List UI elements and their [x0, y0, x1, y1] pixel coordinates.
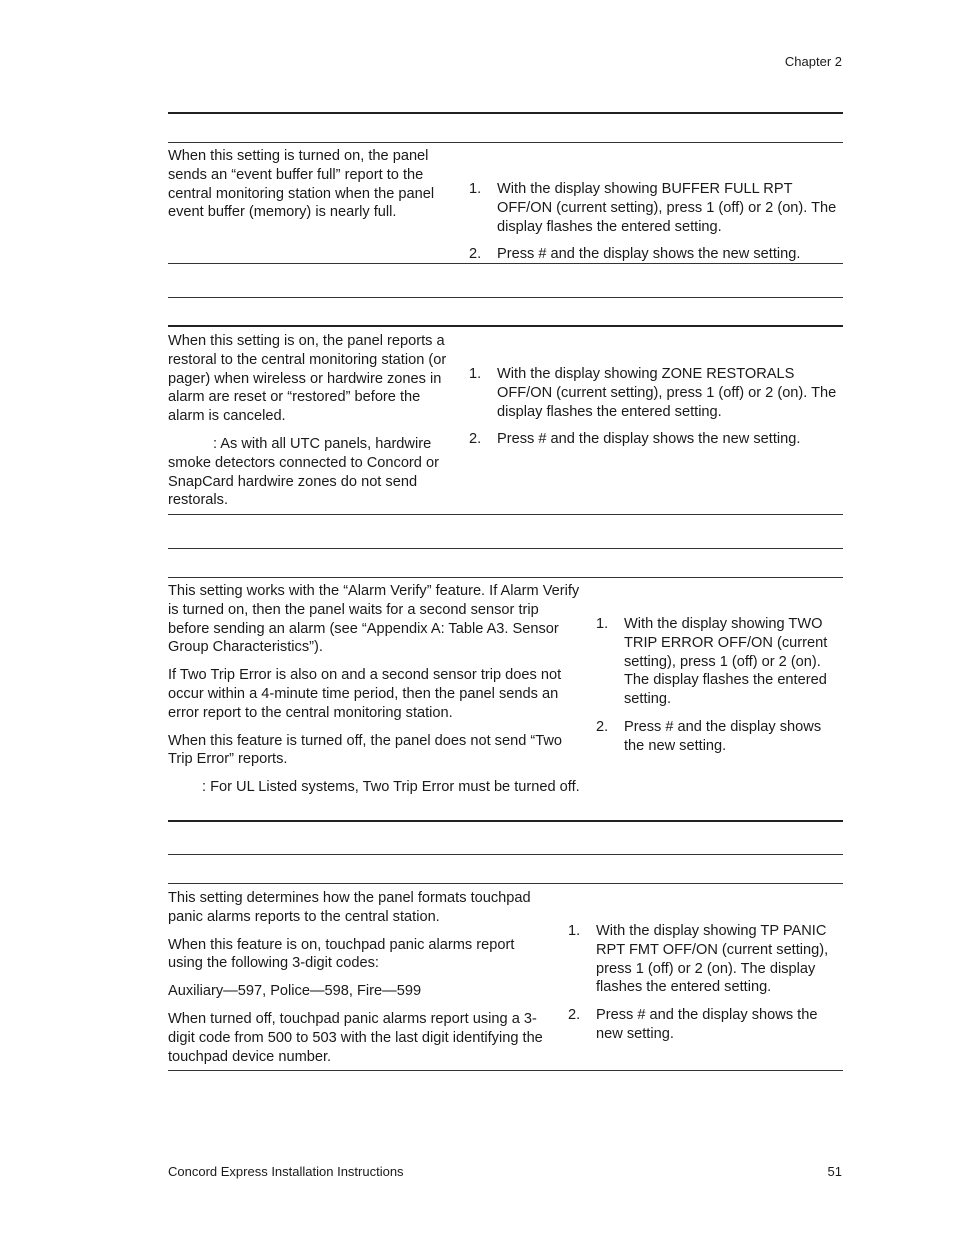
description-paragraph: When this setting is on, the panel reports a restoral to the central monitoring station (or pager) when wireless or hardwire zones in alarm are reset or “restored” before the alarm is canceled. [168, 333, 447, 425]
description-paragraph: When this feature is on, touchpad panic alarms report using the following 3-digit codes: [168, 936, 515, 972]
step-text: Press # and the display shows the new setting. [624, 718, 822, 754]
section-1-steps [469, 180, 839, 273]
description-paragraph: When this feature is turned off, the panel does not send “Two Trip Error” reports. [168, 732, 563, 768]
step-item [568, 1006, 840, 1044]
section-2-description [168, 332, 458, 519]
step-text: With the display showing TP PANIC RPT FMT OFF/ON (current setting), press 1 (off) or 2 (on). The display flashes the entered setting. [596, 923, 829, 996]
description-paragraph: This setting works with the “Alarm Verify” feature. If Alarm Verify is turned on, then the panel waits for a second sensor trip before sending an alarm (see “Appendix A: Table A3. Sensor Group Characteristics”). [168, 583, 580, 656]
step-text: Press # and the display shows the new setting. [596, 1007, 818, 1042]
section-3-steps [596, 615, 841, 765]
step-number: 2. [469, 246, 482, 263]
description-paragraph: Auxiliary—597, Police—598, Fire—599 [168, 983, 422, 1000]
step-text: With the display showing TWO TRIP ERROR OFF/ON (current setting), press 1 (off) or 2 (on). The display flashes the entered setting. [624, 616, 828, 708]
step-text: With the display showing BUFFER FULL RPT OFF/ON (current setting), press 1 (off) or 2 (on). The display flashes the entered setting. [497, 181, 837, 235]
step-text: Press # and the display shows the new setting. [497, 431, 801, 448]
step-number: 1. [596, 616, 609, 632]
step-number: 2. [568, 1007, 581, 1024]
note-paragraph: : As with all UTC panels, hardwire smoke detectors connected to Concord or SnapCard hardwire zones do not send restorals. [168, 435, 439, 509]
step-number: 2. [596, 718, 609, 735]
table-header-rule [168, 577, 843, 578]
section-2-steps [469, 365, 839, 458]
chapter-label: Chapter 2 [784, 54, 842, 69]
step-number: 1. [469, 366, 482, 382]
description-paragraph: When this setting is turned on, the panel sends an “event buffer full” report to the central monitoring station when the panel event buffer (memory) is nearly full. [168, 148, 435, 221]
section-bottom-rule [168, 820, 843, 822]
step-item [469, 365, 839, 421]
section-bottom-rule [168, 263, 843, 264]
step-number: 1. [469, 181, 482, 197]
note-paragraph: : For UL Listed systems, Two Trip Error must be turned off. [202, 779, 580, 796]
step-item [596, 718, 841, 756]
step-item [596, 615, 841, 709]
section-bottom-rule [168, 514, 843, 515]
section-4-description [168, 889, 553, 1075]
page-number: 51 [827, 1164, 842, 1179]
step-text: With the display showing ZONE RESTORALS OFF/ON (current setting), press 1 (off) or 2 (on). The display flashes the entered setting. [497, 366, 837, 420]
step-item [469, 430, 839, 449]
table-header-rule [168, 883, 843, 884]
step-text: Press # and the display shows the new setting. [497, 246, 801, 263]
step-item [469, 180, 839, 236]
table-header-rule [168, 325, 843, 327]
section-1-description [168, 147, 453, 231]
step-item [568, 922, 840, 997]
section-top-rule [168, 854, 843, 855]
description-paragraph: When turned off, touchpad panic alarms report using a 3-digit code from 500 to 503 with the last digit identifying the touchpad device number. [168, 1010, 543, 1065]
step-number: 1. [568, 923, 581, 939]
description-paragraph: This setting determines how the panel formats touchpad panic alarms reports to the central station. [168, 890, 531, 925]
step-number: 2. [469, 431, 482, 448]
section-top-rule [168, 112, 843, 114]
table-header-rule [168, 142, 843, 143]
section-top-rule [168, 297, 843, 298]
section-bottom-rule [168, 1070, 843, 1071]
section-4-steps [568, 922, 840, 1053]
step-item [469, 245, 839, 264]
section-3-description [168, 582, 583, 806]
description-paragraph: If Two Trip Error is also on and a second sensor trip does not occur within a 4-minute time period, then the panel sends an error report to the central monitoring station. [168, 667, 562, 721]
section-top-rule [168, 548, 843, 549]
footer-title: Concord Express Installation Instructions [168, 1164, 404, 1179]
